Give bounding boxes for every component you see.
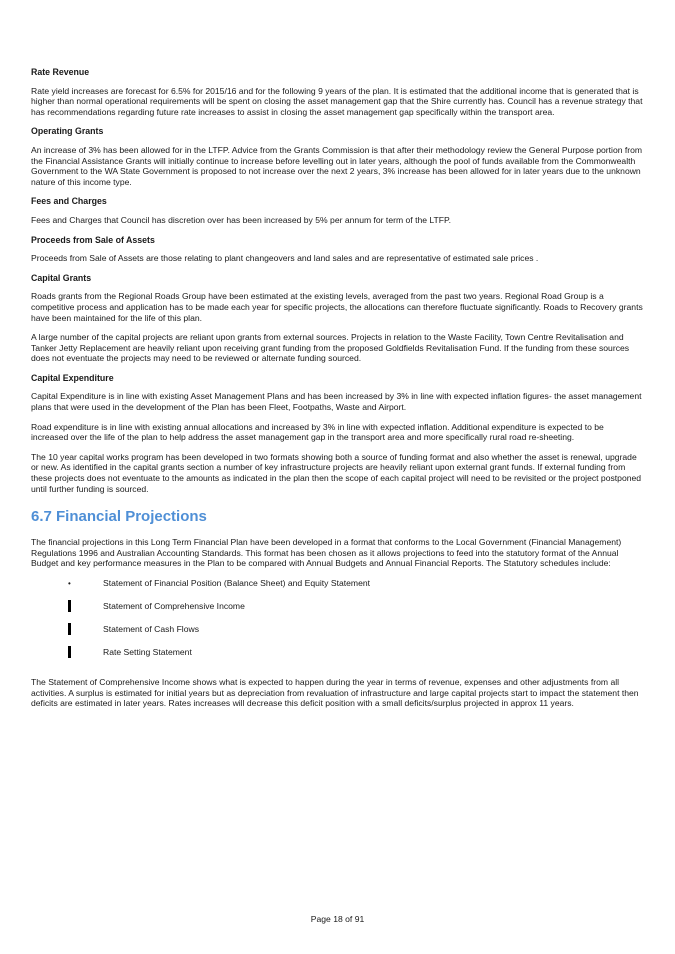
bullet-bar-icon [68, 600, 71, 612]
section-heading: Capital Expenditure [31, 372, 114, 383]
paragraph: Fees and Charges that Council has discretion over has been increased by 5% per annum for term of the LTFP. [31, 214, 452, 225]
section-heading: Proceeds from Sale of Assets [31, 234, 155, 245]
bullet-dot-icon: • [68, 579, 71, 588]
section-operating-grants [31, 126, 643, 187]
bullet-bar-icon [68, 623, 71, 635]
section-heading: Capital Grants [31, 272, 92, 283]
paragraph: The financial projections in this Long Term Financial Plan have been developed in a format that conforms to the Local Government (Financial Management) Regulations 1996 and Australian Accounting Standards. This format has been chosen as it allows projections to feed into the statutory format of the Annual Budget and key performance measures in the Plan to be compared with Annual Budgets and Annual Financial Reports. The Statutory schedules include: [31, 537, 622, 569]
paragraph: Roads grants from the Regional Roads Group have been estimated at the existing levels, averaged from the past two years. Regional Road Group is a competitive process and application has to be made each year for specific projects, the allocations can therefore fluctuate significantly. Roads to Recovery grants have been maintained for the life of this plan. [31, 291, 643, 323]
list-item-label: Statement of Comprehensive Income [103, 601, 245, 611]
section-capital-expenditure [31, 373, 643, 494]
section-fees-charges [31, 196, 643, 225]
paragraph: Capital Expenditure is in line with existing Asset Management Plans and has been increased by 3% in line with expected inflation figures- the asset management plans that were used in the development of the Plan has been Fleet, Footpaths, Waste and Airport. [31, 391, 642, 413]
section-proceeds-sale [31, 235, 643, 264]
paragraph: Proceeds from Sale of Assets are those relating to plant changeovers and land sales and are representative of estimated sale prices . [31, 253, 539, 264]
document-page [31, 67, 643, 718]
list-item-label: Statement of Cash Flows [103, 624, 200, 634]
page-number: Page 18 of 91 [310, 914, 365, 924]
list-item [31, 647, 643, 670]
paragraph: An increase of 3% has been allowed for in the LTFP. Advice from the Grants Commission is that after their methodology review the General Purpose portion from the Financial Assistance Grants will initially continue to increase before levelling out in later years, although the pool of funds available from the Commonwealth Government to the WA State Government is proposed to not increase over the next 2 years, 3% increase has been allowed for in later years due to the unknown nature of this income type. [31, 144, 643, 187]
financial-projections-title: 6.7 Financial Projections [31, 508, 207, 526]
paragraph: The Statement of Comprehensive Income shows what is expected to happen during the year in terms of revenue, expenses and other adjustments from all activities. A surplus is estimated for initial years but as depreciation from revaluation of infrastructure and large capital projects start to impact the statement then deficits are estimated in later years. Rates increases will decrease this deficit position with a small deficits/surplus projected in approx 11 years. [31, 677, 639, 709]
section-rate-revenue [31, 67, 643, 117]
list-item-label: Rate Setting Statement [103, 647, 192, 657]
section-capital-grants [31, 273, 643, 364]
paragraph: Road expenditure is in line with existing annual allocations and increased by 3% in line with expected inflation. Additional expenditure is expected to be increased over the life of the plan to help address the asset management gap in the transport area and more specifically rural road re-sheeting. [31, 421, 604, 443]
list-item [31, 624, 643, 647]
list-item [31, 601, 643, 624]
list-item [31, 578, 643, 601]
paragraph: A large number of the capital projects are reliant upon grants from external sources. Projects in relation to the Waste Facility, Town Centre Revitalisation and Tanker Jetty Replacement are heavily reliant upon receiving grant funding from the proposed Goldfields Revitalisation Fund. If the funding from these sources does not eventuate the projects may need to be reviewed or alternate funding sourced. [31, 332, 630, 364]
paragraph: Rate yield increases are forecast for 6.5% for 2015/16 and for the following 9 years of the plan. It is estimated that the additional income that is generated that is higher than normal operational requirements will be spent on closing the asset management gap that the Shire currently has. Council has a revenue strategy that has recommendations regarding future rate increases to assist in closing the asset management gap specifically within the transport area. [31, 85, 643, 117]
section-heading: Fees and Charges [31, 196, 107, 207]
list-item-label: Statement of Financial Position (Balance Sheet) and Equity Statement [103, 578, 371, 588]
section-heading: Operating Grants [31, 126, 104, 137]
statutory-schedules-list [31, 578, 643, 670]
paragraph: The 10 year capital works program has been developed in two formats showing both a source of funding format and also whether the asset is renewal, upgrade or new. As identified in the capital grants section a number of key infrastructure projects are heavily reliant upon external grant funds. If external funding from these projects does not eventuate to the amounts as indicated in the plan then the scope of each capital project will need to be revisited or the project postponed until further funding is sourced. [31, 451, 642, 494]
bullet-bar-icon [68, 646, 71, 658]
section-heading: Rate Revenue [31, 67, 90, 77]
